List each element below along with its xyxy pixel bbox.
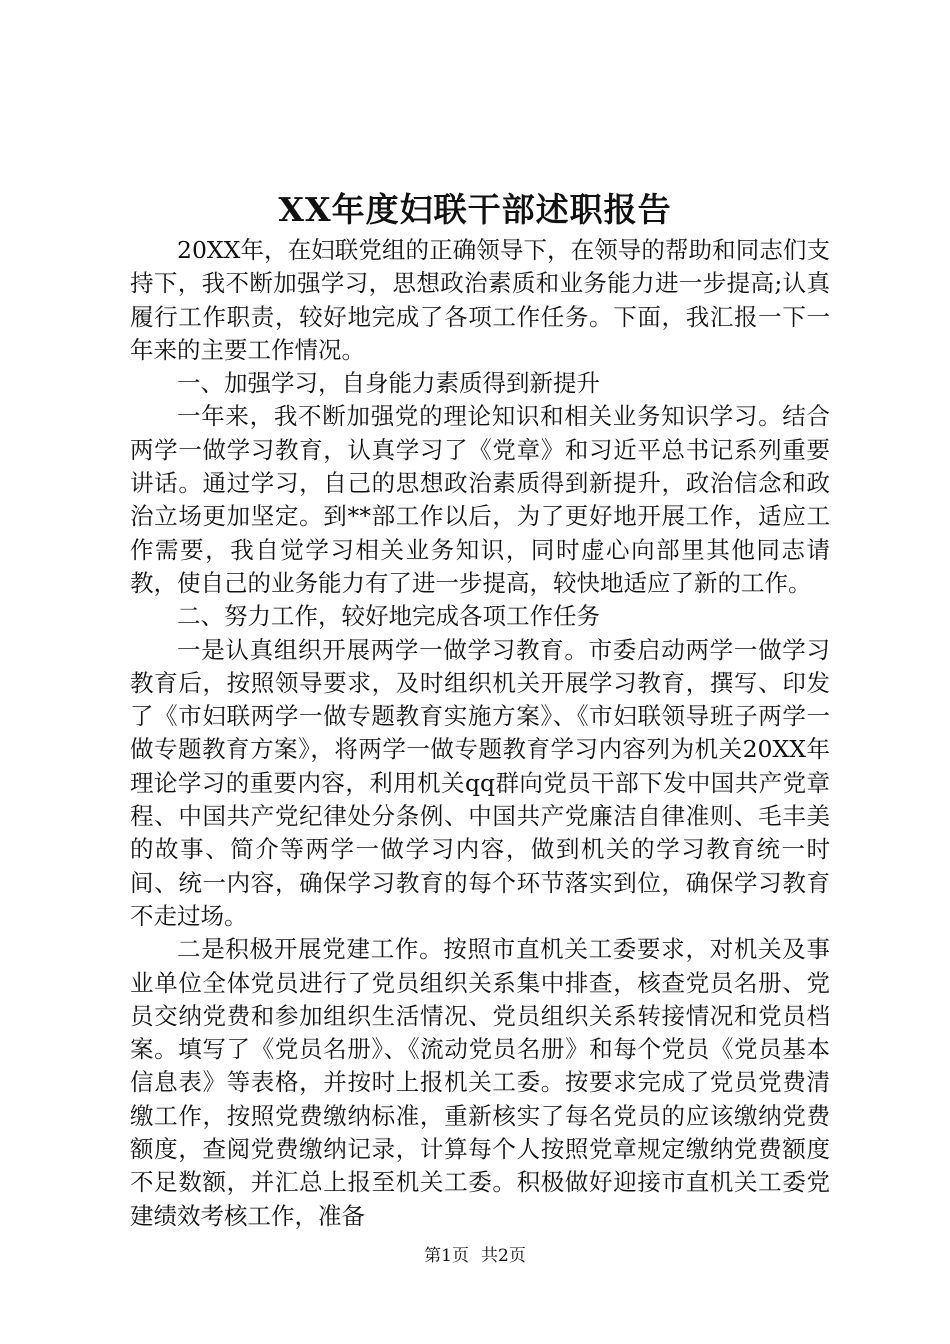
body-paragraph: 二是积极开展党建工作。按照市直机关工委要求，对机关及事业单位全体党员进行了党员组织关系集中排查，核查党员名册、党员交纳党费和参加组织生活情况、党员组织关系转接情况和党员档案。填写了《党员名册》、《流动党员名册》和每个党员《党员基本信息表》等表格，并按时上报机关工委。按要求完成了党员党费清缴工作，按照党费缴纳标准，重新核实了每名党员的应该缴纳党费额度，查阅党费缴纳记录，计算每个人按照党章规定缴纳党费额度不足数额，并汇总上报至机关工委。积极做好迎接市直机关工委党建绩效考核工作，准备: [130, 935, 830, 1230]
page-number: 第1页: [424, 1246, 469, 1266]
document-body: [130, 234, 830, 1233]
page-total: 共2页: [481, 1246, 526, 1266]
section-heading-1: 一、加强学习，自身能力素质得到新提升: [177, 369, 600, 398]
body-paragraph: 20XX年，在妇联党组的正确领导下，在领导的帮助和同志们支持下，我不断加强学习，思想政治素质和业务能力进一步提高;认真履行工作职责，较好地完成了各项工作任务。下面，我汇报一下一年来的主要工作情况。: [130, 236, 830, 364]
document-title: XX年度妇联干部述职报告: [278, 190, 672, 229]
page-footer: [0, 1244, 950, 1268]
section-heading-2: 二、努力工作，较好地完成各项工作任务: [177, 602, 600, 631]
body-paragraph: 一是认真组织开展两学一做学习教育。市委启动两学一做学习教育后，按照领导要求，及时组织机关开展学习教育，撰写、印发了《市妇联两学一做专题教育实施方案》、《市妇联领导班子两学一做专题教育方案》，将两学一做专题教育学习内容列为机关20XX年理论学习的重要内容，利用机关qq群向党员干部下发中国共产党章程、中国共产党纪律处分条例、中国共产党廉洁自律准则、毛丰美的故事、简介等两学一做学习内容，做到机关的学习教育统一时间、统一内容，确保学习教育的每个环节落实到位，确保学习教育不走过场。: [130, 635, 830, 930]
body-paragraph: 一年来，我不断加强党的理论知识和相关业务知识学习。结合两学一做学习教育，认真学习了《党章》和习近平总书记系列重要讲话。通过学习，自己的思想政治素质得到新提升，政治信念和政治立场更加坚定。到**部工作以后，为了更好地开展工作，适应工作需要，我自觉学习相关业务知识，同时虚心向部里其他同志请教，使自己的业务能力有了进一步提高，较快地适应了新的工作。: [130, 402, 830, 597]
